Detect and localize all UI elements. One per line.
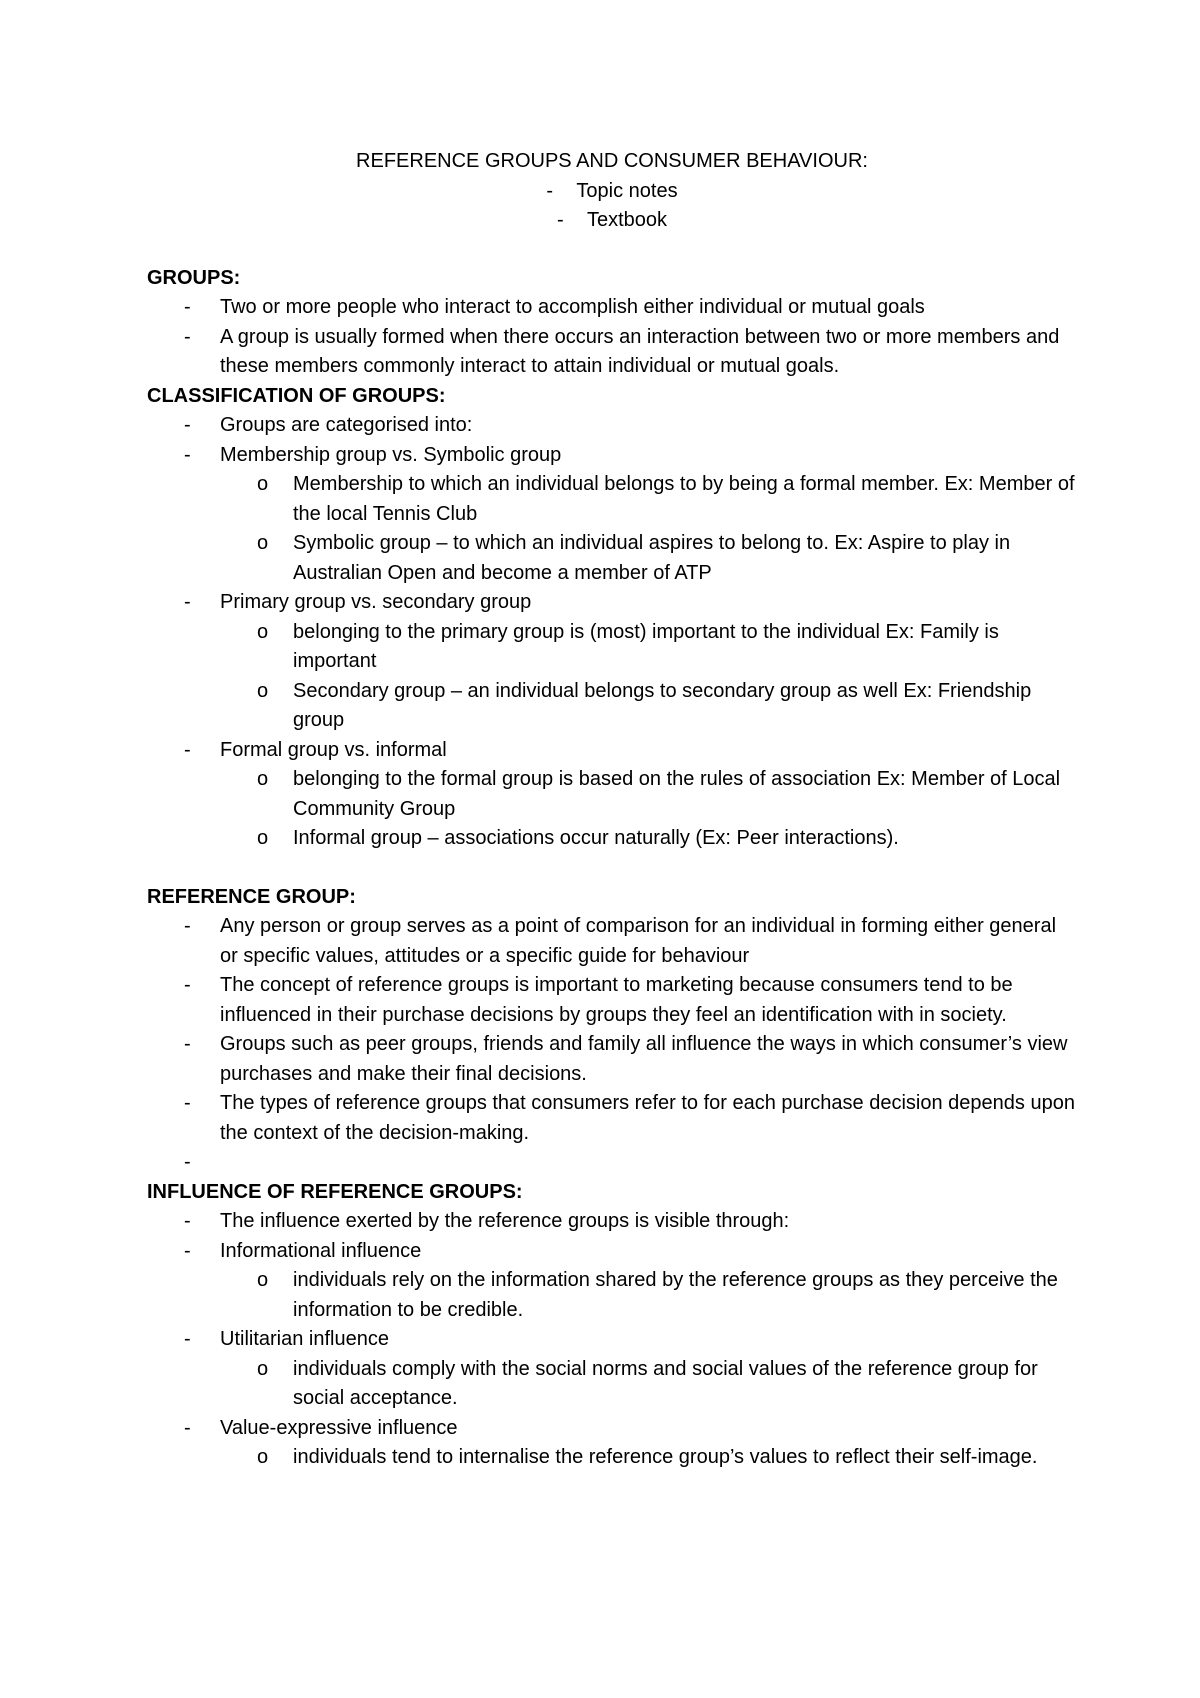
sub-list-item	[220, 470, 1077, 529]
list-item	[147, 1237, 1077, 1326]
sub-list-item	[220, 824, 1077, 854]
circle-bullet-icon: o	[257, 532, 269, 554]
list-item	[147, 1207, 1077, 1237]
list-item-text: Membership group vs. Symbolic group	[220, 443, 562, 466]
sub-list-item	[220, 1266, 1077, 1325]
list-item-text: Groups such as peer groups, friends and family all influence the ways in which consumer’s view purchases and make their final decisions.	[220, 1033, 1068, 1085]
document-content	[147, 147, 1077, 1473]
dash-marker: -	[184, 974, 191, 996]
sub-list-item-text: individuals tend to internalise the reference group’s values to reflect their self-image.	[293, 1446, 1038, 1468]
dash-marker: -	[184, 591, 191, 613]
list-item	[147, 1414, 1077, 1473]
sub-list-item-text: Secondary group – an individual belongs to secondary group as well Ex: Friendship group	[293, 679, 1032, 731]
sub-bullet-list	[220, 1266, 1077, 1325]
list-item-text: The types of reference groups that consumers refer to for each purchase decision depends upon the context of the decision-making.	[220, 1092, 1075, 1144]
dash-marker: -	[184, 1151, 191, 1173]
circle-bullet-icon: o	[257, 1446, 269, 1468]
dash-marker: -	[184, 1210, 191, 1232]
list-item-text: Value-expressive influence	[220, 1416, 458, 1439]
section-reference-group	[147, 883, 1077, 1178]
dash-marker: -	[184, 915, 191, 937]
list-item-text: Utilitarian influence	[220, 1328, 389, 1350]
sub-bullet-list	[220, 1443, 1077, 1473]
dash-marker: -	[184, 1092, 191, 1114]
sub-bullet-list	[220, 1355, 1077, 1414]
circle-bullet-icon: o	[257, 1269, 269, 1291]
list-item	[147, 293, 1077, 323]
circle-bullet-icon: o	[257, 827, 269, 849]
sub-list-item-text: belonging to the primary group is (most) important to the individual Ex: Family is important	[293, 620, 999, 672]
list-item-text: Informational influence	[220, 1239, 422, 1262]
sub-bullet-list	[220, 618, 1077, 736]
section-heading: CLASSIFICATION OF GROUPS:	[147, 384, 446, 407]
list-item	[147, 411, 1077, 441]
dash-marker: -	[184, 1416, 191, 1439]
list-item-empty	[147, 1148, 1077, 1178]
list-item	[147, 971, 1077, 1030]
dash-marker: -	[184, 296, 191, 318]
document-title: REFERENCE GROUPS AND CONSUMER BEHAVIOUR:	[356, 150, 868, 172]
section-heading: GROUPS:	[147, 266, 241, 289]
list-item	[147, 1325, 1077, 1414]
dash-marker: -	[184, 1239, 191, 1262]
bullet-list	[147, 293, 1077, 382]
circle-bullet-icon: o	[257, 473, 269, 495]
list-item	[147, 323, 1077, 382]
bullet-list	[147, 1207, 1077, 1473]
section-classification	[147, 382, 1077, 854]
list-item	[147, 736, 1077, 854]
section-influence	[147, 1178, 1077, 1473]
circle-bullet-icon: o	[257, 1357, 269, 1380]
list-item-text: The influence exerted by the reference groups is visible through:	[220, 1210, 790, 1232]
title-item	[147, 177, 1077, 207]
sub-list-item	[220, 529, 1077, 588]
sub-list-item-text: Membership to which an individual belongs to by being a formal member. Ex: Member of the local Tennis Club	[293, 473, 1075, 525]
list-item-text: A group is usually formed when there occurs an interaction between two or more members and these members commonly interact to attain individual or mutual goals.	[220, 325, 1060, 377]
sub-list-item-text: belonging to the formal group is based on the rules of association Ex: Member of Local Community Group	[293, 768, 1061, 820]
title-item	[147, 206, 1077, 236]
dash-marker: -	[184, 1328, 191, 1350]
dash-marker: -	[546, 179, 554, 202]
dash-marker: -	[184, 738, 191, 761]
circle-bullet-icon: o	[257, 768, 269, 790]
dash-marker: -	[184, 1033, 191, 1055]
section-heading: REFERENCE GROUP:	[147, 885, 356, 908]
circle-bullet-icon: o	[257, 620, 269, 643]
list-item	[147, 588, 1077, 736]
sub-list-item	[220, 1355, 1077, 1414]
sub-list-item	[220, 677, 1077, 736]
list-item-text: The concept of reference groups is important to marketing because consumers tend to be influenced in their purchase decisions by groups they feel an identification with in society.	[220, 974, 1013, 1026]
sub-list-item-text: individuals comply with the social norms and social values of the reference group for social acceptance.	[293, 1357, 1038, 1409]
section-groups	[147, 264, 1077, 382]
list-item-text: Primary group vs. secondary group	[220, 591, 532, 613]
sub-list-item	[220, 618, 1077, 677]
title-block	[147, 147, 1077, 236]
sub-list-item-text: individuals rely on the information shared by the reference groups as they perceive the information to be credible.	[293, 1269, 1058, 1321]
sub-bullet-list	[220, 470, 1077, 588]
list-item-text: Formal group vs. informal	[220, 738, 447, 761]
list-item	[147, 1089, 1077, 1148]
sub-list-item-text: Informal group – associations occur naturally (Ex: Peer interactions).	[293, 827, 899, 849]
blank-line	[147, 854, 1077, 883]
list-item-text: Groups are categorised into:	[220, 414, 473, 436]
section-heading: INFLUENCE OF REFERENCE GROUPS:	[147, 1180, 523, 1203]
dash-marker: -	[556, 209, 564, 231]
bullet-list	[147, 411, 1077, 854]
list-item	[147, 1030, 1077, 1089]
dash-marker: -	[184, 443, 191, 466]
circle-bullet-icon: o	[257, 679, 269, 702]
dash-marker: -	[184, 325, 191, 348]
title-item-text: Topic notes	[576, 179, 678, 202]
list-item	[147, 912, 1077, 971]
dash-marker: -	[184, 414, 191, 436]
sub-list-item-text: Symbolic group – to which an individual aspires to belong to. Ex: Aspire to play in Australian Open and become a member of ATP	[293, 532, 1011, 584]
sub-list-item	[220, 1443, 1077, 1473]
list-item	[147, 441, 1077, 589]
list-item-text	[220, 1151, 226, 1173]
list-item-text: Two or more people who interact to accomplish either individual or mutual goals	[220, 296, 925, 318]
bullet-list	[147, 912, 1077, 1178]
title-item-text: Textbook	[586, 209, 668, 231]
sub-bullet-list	[220, 765, 1077, 854]
sub-list-item	[220, 765, 1077, 824]
list-item-text: Any person or group serves as a point of comparison for an individual in forming either general or specific values, attitudes or a specific guide for behaviour	[220, 915, 1057, 967]
